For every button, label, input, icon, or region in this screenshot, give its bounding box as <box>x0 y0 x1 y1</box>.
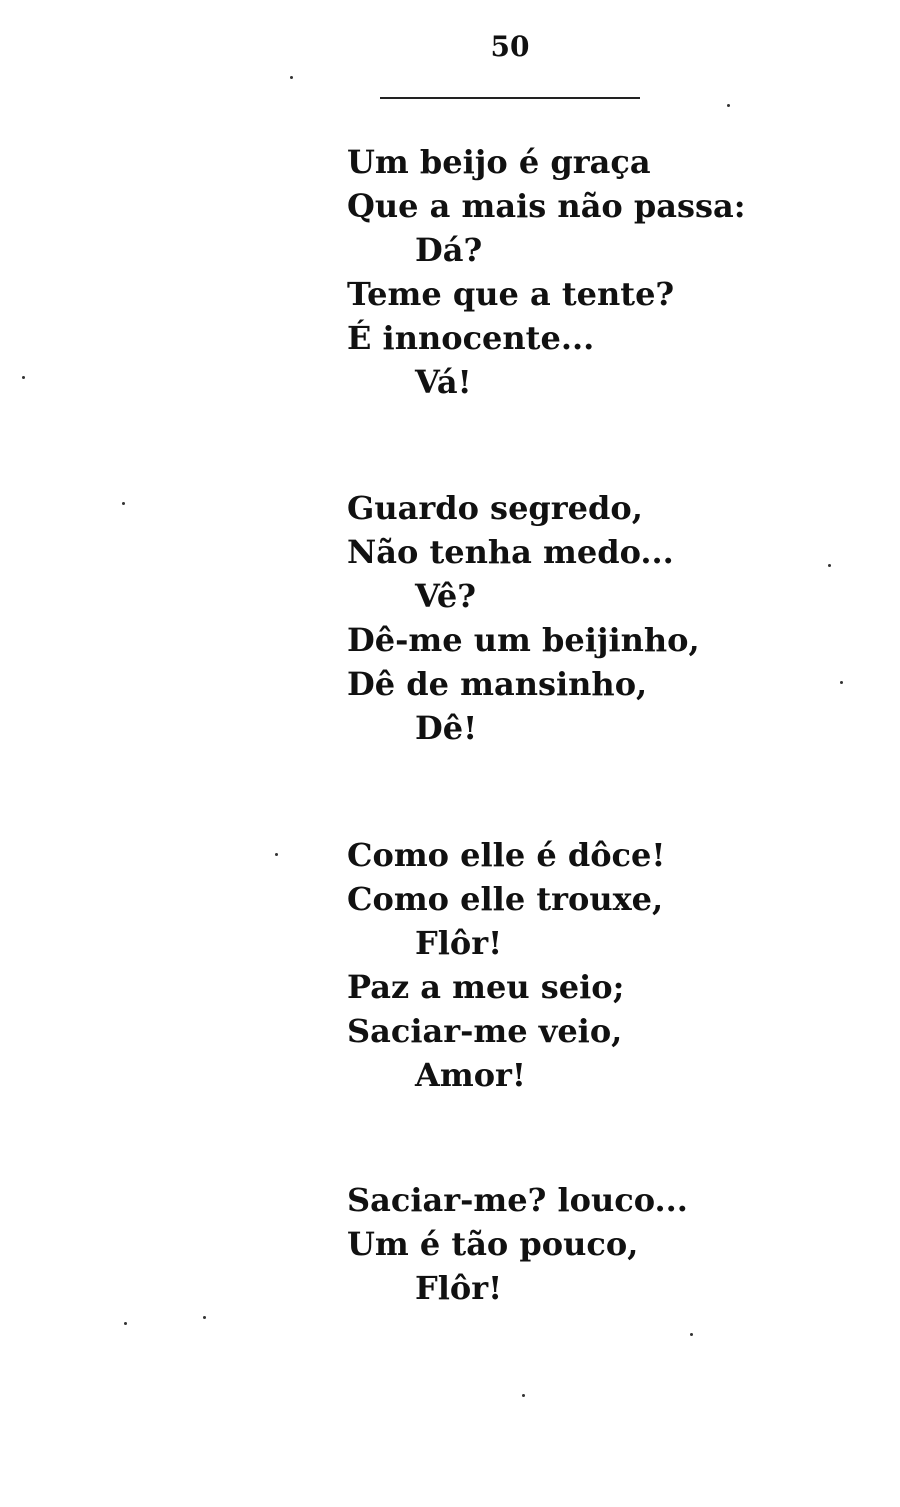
poem-refrain: Dá? <box>415 231 483 269</box>
paper-speck <box>690 1333 693 1336</box>
paper-speck <box>727 104 730 107</box>
poem-line: Saciar-me veio, <box>347 1012 623 1050</box>
poem-refrain: Amor! <box>415 1056 526 1094</box>
poem-line: Paz a meu seio; <box>347 968 625 1006</box>
paper-speck <box>122 502 125 505</box>
stanza-3 <box>347 833 665 1097</box>
poem-refrain: Vê? <box>415 577 476 615</box>
paper-speck <box>828 564 831 567</box>
poem-line: Não tenha medo... <box>347 533 674 571</box>
poem-refrain: Flôr! <box>415 924 503 962</box>
poem-refrain: Vá! <box>415 363 472 401</box>
paper-speck <box>275 853 278 856</box>
poem-line: É innocente... <box>347 319 595 357</box>
paper-speck <box>840 681 843 684</box>
paper-speck <box>124 1322 127 1325</box>
poem-line: Que a mais não passa: <box>347 187 746 225</box>
stanza-1 <box>347 140 746 404</box>
poem-line: Teme que a tente? <box>347 275 675 313</box>
paper-speck <box>22 376 25 379</box>
paper-speck <box>203 1316 206 1319</box>
poem-line: Como elle é dôce! <box>347 836 666 874</box>
poem-line: Um é tão pouco, <box>347 1225 639 1263</box>
stanza-4 <box>347 1178 688 1310</box>
poem-line: Dê-me um beijinho, <box>347 621 700 659</box>
poem-line: Dê de mansinho, <box>347 665 648 703</box>
page-number: 50 <box>490 30 530 63</box>
paper-speck <box>290 76 293 79</box>
poem-line: Saciar-me? louco... <box>347 1181 688 1219</box>
poem-line: Um beijo é graça <box>347 143 651 181</box>
poem-refrain: Dê! <box>415 709 478 747</box>
header-rule <box>380 97 640 99</box>
paper-speck <box>522 1394 525 1397</box>
poem-line: Como elle trouxe, <box>347 880 664 918</box>
stanza-2 <box>347 486 700 750</box>
poem-refrain: Flôr! <box>415 1269 503 1307</box>
poem-line: Guardo segredo, <box>347 489 643 527</box>
